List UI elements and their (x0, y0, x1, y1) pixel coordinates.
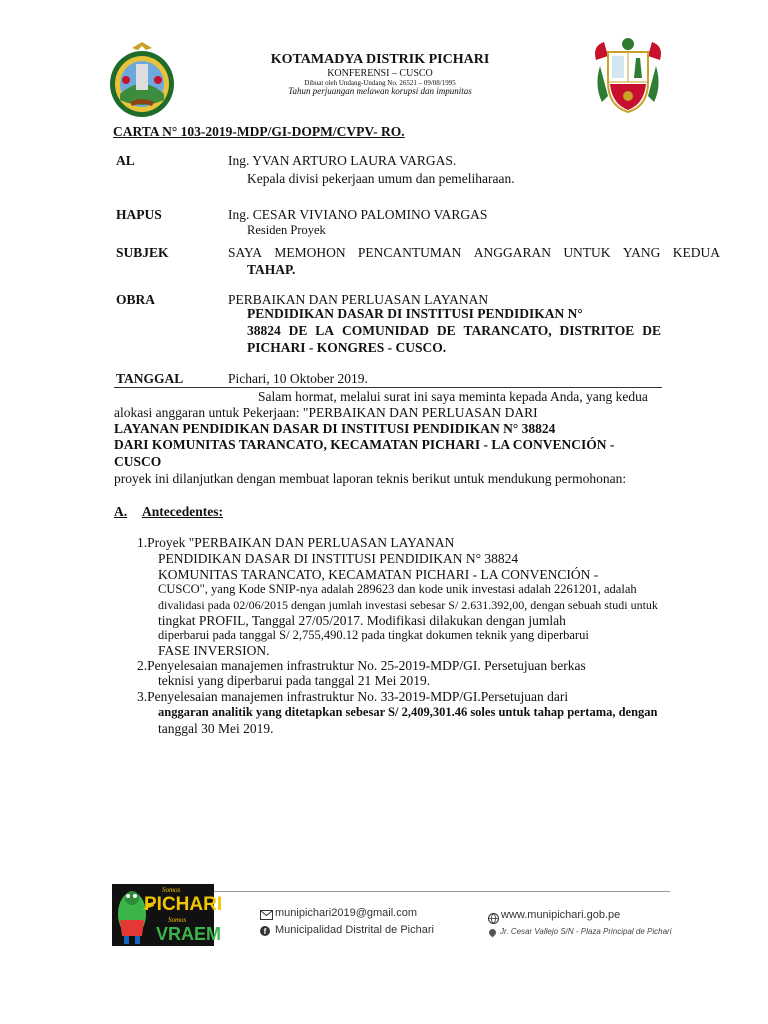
obra-line-4: PICHARI - KONGRES - CUSCO. (247, 340, 447, 355)
municipality-title: KOTAMADYA DISTRIK PICHARI (270, 52, 490, 67)
footer-email: munipichari2019@gmail.com (275, 907, 418, 919)
subject-word: MEMOHON (274, 245, 346, 260)
item-2-line: 2.Penyelesaian manajemen infrastruktur No. 25-2019-MDP/GI. Persetujuan berkas (137, 658, 586, 673)
date-label: TANGGAL (116, 371, 184, 386)
peru-shield-icon (590, 36, 666, 116)
obra-label: OBRA (116, 292, 156, 307)
obra-word: 38824 (247, 323, 281, 338)
municipality-subtitle: KONFERENSI – CUSCO (327, 68, 433, 79)
subject-line-1 (228, 245, 720, 261)
subject-line-2: TAHAP. (247, 262, 296, 277)
obra-line-2: PENDIDIKAN DASAR DI INSTITUSI PENDIDIKAN N° (247, 306, 583, 321)
body-line: DARI KOMUNITAS TARANCATO, KECAMATAN PICHARI - LA CONVENCIÓN - (114, 437, 615, 452)
section-a-title: Antecedentes: (142, 504, 223, 519)
year-motto: Tahun perjuangan melawan korupsi dan impunitas (288, 86, 472, 96)
obra-word: DISTRITOE (559, 323, 635, 338)
obra-word: DE (436, 323, 456, 338)
logo-vraem: VRAEM (156, 924, 222, 944)
logo-somos-top: Somos (162, 886, 181, 894)
item-1-line: KOMUNITAS TARANCATO, KECAMATAN PICHARI - LA CONVENCIÓN - (158, 567, 599, 582)
item-1-line: CUSCO", yang Kode SNIP-nya adalah 289623 dan kode unik investasi adalah 2261201, adalah (158, 582, 637, 596)
item-2-line: teknisi yang diperbarui pada tanggal 21 Mei 2019. (158, 673, 431, 688)
item-1-line: tingkat PROFIL, Tanggal 27/05/2017. Modifikasi dilakukan dengan jumlah (158, 613, 566, 628)
obra-word: TARANCATO, (463, 323, 552, 338)
to-name: Ing. YVAN ARTURO LAURA VARGAS. (228, 153, 457, 168)
subject-word: KEDUA (672, 245, 720, 260)
item-1-line: FASE INVERSION. (158, 643, 270, 658)
obra-word: COMUNIDAD (341, 323, 429, 338)
item-1-line: 1.Proyek "PERBAIKAN DAN PERLUASAN LAYANAN (137, 535, 455, 550)
subject-word: PENCANTUMAN (357, 245, 462, 260)
date-divider (114, 387, 662, 388)
municipal-coat-of-arms-icon (106, 40, 178, 120)
item-3-line: anggaran analitik yang ditetapkan sebesar S/ 2,409,301.46 soles untuk tahap pertama, dengan (158, 705, 658, 719)
item-3-line: tanggal 30 Mei 2019. (158, 721, 274, 736)
from-label: HAPUS (116, 207, 162, 222)
from-role: Residen Proyek (247, 223, 326, 237)
letter-reference: CARTA N° 103-2019-MDP/GI-DOPM/CVPV- RO. (113, 124, 405, 139)
globe-icon (488, 913, 499, 924)
body-line: alokasi anggaran untuk Pekerjaan: "PERBAIKAN DAN PERLUASAN DARI (114, 405, 538, 420)
item-1-line: diperbarui pada tanggal S/ 2,755,490.12 pada tingkat dokumen teknik yang diperbarui (158, 628, 589, 642)
location-pin-icon (488, 928, 498, 938)
envelope-icon (260, 910, 273, 920)
item-1-line: divalidasi pada 02/06/2015 dengan jumlah investasi sebesar S/ 2.631.392,00, dengan sebuah studi untuk (158, 598, 658, 612)
body-line: proyek ini dilanjutkan dengan membuat laporan teknis berikut untuk mendukung permohonan: (114, 471, 627, 486)
date-value: Pichari, 10 Oktober 2019. (228, 371, 368, 386)
obra-line-1: PERBAIKAN DAN PERLUASAN LAYANAN (228, 292, 489, 307)
subject-word: YANG (622, 245, 661, 260)
body-line: Salam hormat, melalui surat ini saya meminta kepada Anda, yang kedua (258, 389, 648, 404)
obra-word: DE (642, 323, 661, 338)
from-name: Ing. CESAR VIVIANO PALOMINO VARGAS (228, 207, 488, 222)
footer-facebook: Municipalidad Distrital de Pichari (275, 924, 434, 936)
to-role: Kepala divisi pekerjaan umum dan pemeliharaan. (247, 171, 515, 186)
to-label: AL (116, 153, 135, 168)
subject-word: SAYA (228, 245, 263, 260)
subject-word: ANGGARAN (473, 245, 551, 260)
footer-website: www.munipichari.gob.pe (501, 909, 621, 921)
pichari-vraem-logo (112, 884, 223, 946)
subject-word: UNTUK (563, 245, 611, 260)
body-line: LAYANAN PENDIDIKAN DASAR DI INSTITUSI PENDIDIKAN N° 38824 (114, 421, 556, 436)
creation-law: Dibuat oleh Undang-Undang No. 26521 – 09/08/1995 (304, 79, 456, 87)
facebook-icon: f (260, 926, 270, 936)
item-1-line: PENDIDIKAN DASAR DI INSTITUSI PENDIDIKAN N° 38824 (158, 551, 519, 566)
logo-pichari: PICHARI (144, 894, 223, 915)
body-line: CUSCO (114, 454, 162, 469)
subject-label: SUBJEK (116, 245, 169, 260)
obra-word: DE (288, 323, 308, 338)
logo-somos-mid: Somos (168, 916, 187, 924)
section-a-letter: A. (114, 504, 128, 519)
obra-word: LA (315, 323, 335, 338)
obra-line-3 (247, 323, 661, 339)
footer-address: Jr. Cesar Vallejo S/N - Plaza Principal de Pichari (500, 927, 672, 936)
item-3-line: 3.Penyelesaian manajemen infrastruktur No. 33-2019-MDP/GI.Persetujuan dari (137, 689, 569, 704)
